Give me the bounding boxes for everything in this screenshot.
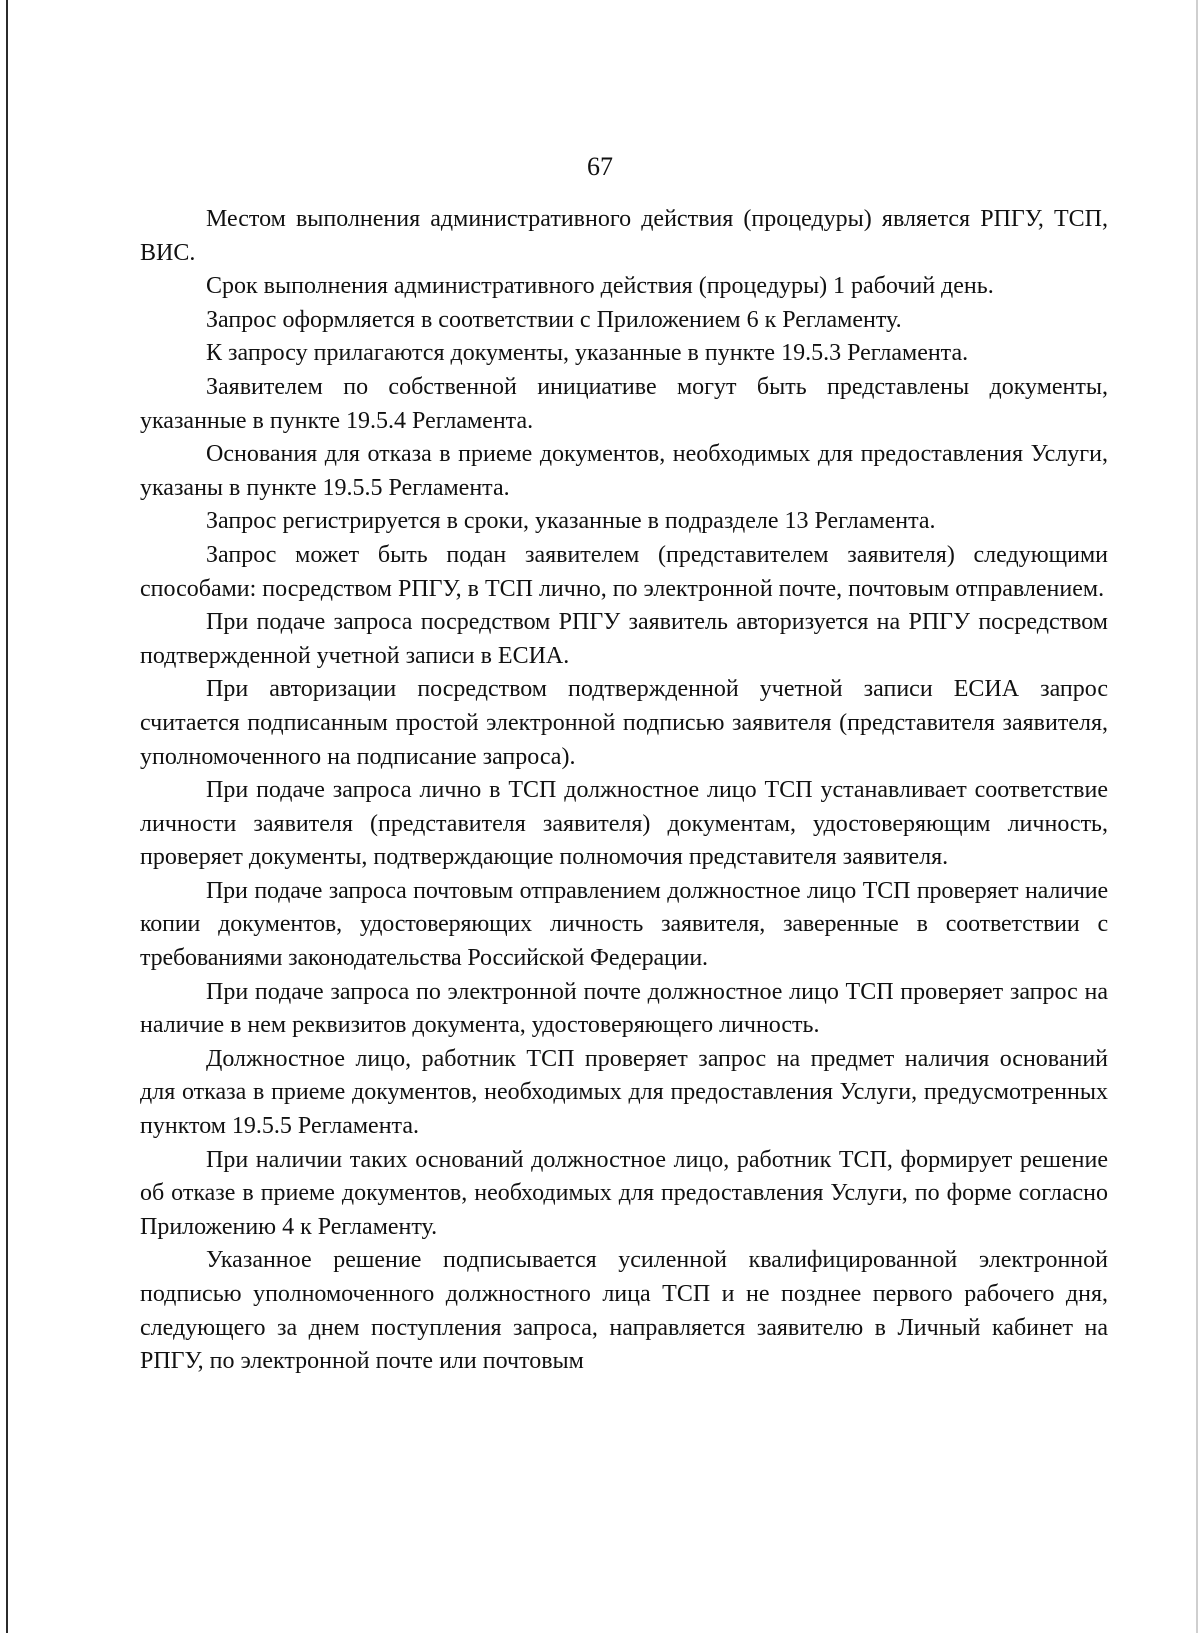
paragraph-10: При авторизации посредством подтвержденной учетной записи ЕСИА запрос считается подписанным простой электронной подписью заявителя (представителя заявителя, уполномоченного на подписание запроса). [140, 676, 1108, 770]
paragraph-14: Должностное лицо, работник ТСП проверяет запрос на предмет наличия оснований для отказа в приеме документов, необходимых для предоставления Услуги, предусмотренных пунктом 19.5.5 Регламента. [140, 1045, 1108, 1140]
scan-left-edge [6, 0, 8, 1633]
paragraph-2: Срок выполнения административного действия (процедуры) 1 рабочий день. [206, 273, 994, 300]
paragraph-4: К запросу прилагаются документы, указанные в пункте 19.5.3 Регламента. [206, 340, 969, 367]
page-number: 67 [587, 152, 613, 181]
paragraph-9: При подаче запроса посредством РПГУ заявитель авторизуется на РПГУ посредством подтвержденной учетной записи в ЕСИА. [140, 609, 1108, 669]
paragraph-5: Заявителем по собственной инициативе могут быть представлены документы, указанные в пункте 19.5.4 Регламента. [140, 373, 1108, 434]
paragraph-16: Указанное решение подписывается усиленной квалифицированной электронной подписью уполномоченного должностного лица ТСП и не позднее первого рабочего дня, следующего за днем поступления запроса, направляется заявителю в Личный кабинет на РПГУ, по электронной почте или почтовым [140, 1247, 1108, 1375]
paragraph-7: Запрос регистрируется в сроки, указанные в подразделе 13 Регламента. [206, 508, 936, 535]
paragraph-1: Местом выполнения административного действия (процедуры) является РПГУ, ТСП, ВИС. [140, 206, 1108, 266]
document-body [140, 203, 1108, 1379]
paragraph-12: При подаче запроса почтовым отправлением должностное лицо ТСП проверяет наличие копии документов, удостоверяющих личность заявителя, заверенные в соответствии с требованиями законодательства Российской Федерации. [140, 877, 1108, 972]
paragraph-13: При подаче запроса по электронной почте должностное лицо ТСП проверяет запрос на наличие в нем реквизитов документа, удостоверяющего личность. [140, 978, 1108, 1039]
paragraph-15: При наличии таких оснований должностное лицо, работник ТСП, формирует решение об отказе в приеме документов, необходимых для предоставления Услуги, по форме согласно Приложению 4 к Регламенту. [140, 1146, 1108, 1240]
paragraph-6: Основания для отказа в приеме документов, необходимых для предоставления Услуги, указаны в пункте 19.5.5 Регламента. [140, 441, 1108, 501]
paragraph-3: Запрос оформляется в соответствии с Приложением 6 к Регламенту. [206, 306, 902, 333]
paragraph-8: Запрос может быть подан заявителем (представителем заявителя) следующими способами: посредством РПГУ, в ТСП лично, по электронной почте, почтовым отправлением. [140, 541, 1108, 602]
scan-right-edge [1196, 0, 1198, 1633]
paragraph-11: При подаче запроса лично в ТСП должностное лицо ТСП устанавливает соответствие личности заявителя (представителя заявителя) документам, удостоверяющим личность, проверяет документы, подтверждающие полномочия представителя заявителя. [140, 777, 1108, 871]
